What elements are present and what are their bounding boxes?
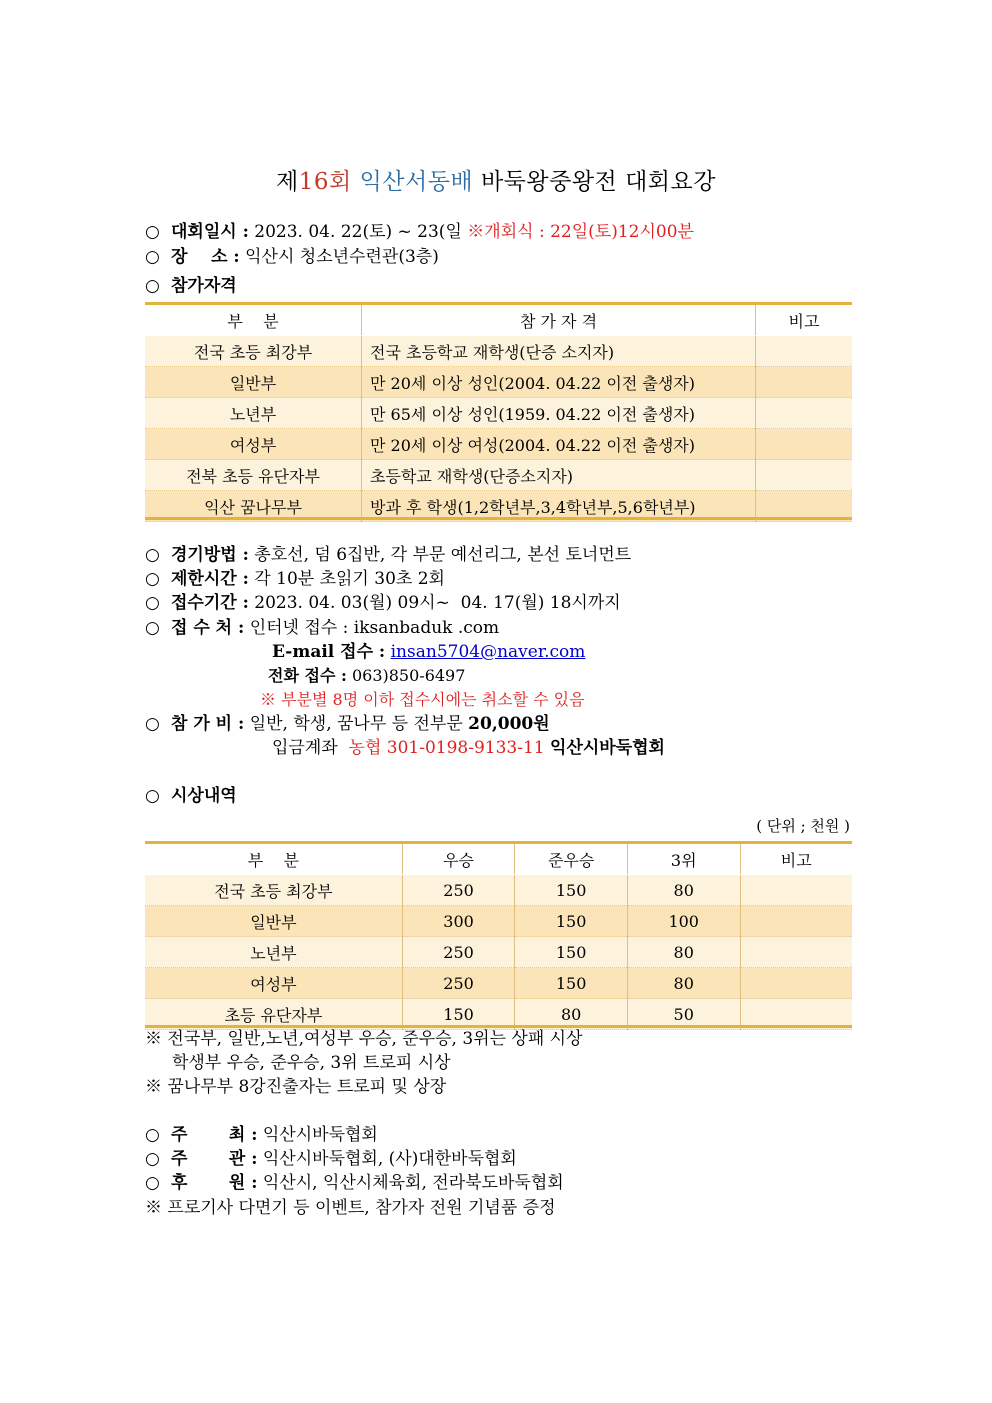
table-row (145, 336, 852, 367)
circle-bullet-icon: ○ (145, 545, 160, 565)
table-header-row (145, 844, 852, 875)
qualification-cell: 방과 후 학생(1,2학년부,3,4학년부,5,6학년부) (362, 491, 756, 522)
place-label: 장 소 : (171, 247, 240, 267)
remarks-cell (740, 937, 852, 968)
phone-line (268, 665, 465, 687)
table-row (145, 367, 852, 398)
title-suffix: 바둑왕중왕전 대회요강 (473, 169, 716, 195)
col-remarks: 비고 (756, 305, 853, 336)
manage-line (145, 1148, 517, 1170)
division-cell: 전국 초등 최강부 (145, 875, 402, 906)
time-line (145, 568, 445, 590)
winner-cell: 250 (402, 968, 515, 999)
circle-bullet-icon: ○ (145, 222, 160, 242)
runner-up-cell: 150 (515, 906, 628, 937)
division-cell: 전북 초등 유단자부 (145, 460, 362, 491)
circle-bullet-icon: ○ (145, 1125, 160, 1145)
division-cell: 노년부 (145, 398, 362, 429)
circle-bullet-icon: ○ (145, 593, 160, 613)
period-label: 접수기간 : (171, 593, 249, 613)
prize-note-1: ※ 전국부, 일반,노년,여성부 우승, 준우승, 3위는 상패 시상 (145, 1029, 583, 1049)
time-label: 제한시간 : (171, 569, 249, 589)
title-space (352, 169, 360, 195)
division-cell: 일반부 (145, 906, 402, 937)
col-qualification: 참 가 자 격 (362, 305, 756, 336)
title-sponsor: 익산서동배 (359, 169, 474, 195)
time-value: 각 10분 초읽기 30초 2회 (254, 569, 445, 589)
host-line (145, 1124, 378, 1146)
prize-note-3: ※ 꿈나무부 8강진출자는 트로피 및 상장 (145, 1077, 447, 1097)
division-cell: 일반부 (145, 367, 362, 398)
prize-note-2: 학생부 우승, 준우승, 3위 트로피 시상 (172, 1053, 451, 1073)
email-link[interactable]: insan5704@naver.com (390, 642, 586, 662)
host-value: 익산시바둑협회 (262, 1125, 378, 1145)
email-label: E-mail 접수 : (272, 642, 386, 662)
support-line (145, 1172, 564, 1194)
circle-bullet-icon: ○ (145, 618, 160, 638)
unit-note: ( 단위 ; 천원 ) (756, 817, 850, 835)
third-cell: 50 (627, 999, 740, 1030)
circle-bullet-icon: ○ (145, 786, 160, 806)
division-cell: 여성부 (145, 968, 402, 999)
third-cell: 80 (627, 937, 740, 968)
period-value: 2023. 04. 03(월) 09시~ 04. 17(월) 18시까지 (254, 593, 621, 613)
third-cell: 100 (627, 906, 740, 937)
reception-line (145, 617, 499, 639)
reception-label: 접 수 처 : (171, 618, 245, 638)
fee-line (145, 713, 550, 735)
account-holder: 익산시바둑협회 (550, 738, 665, 758)
opening-note: ※개회식 : 22일(토)12시00분 (467, 222, 694, 242)
division-cell: 익산 꿈나무부 (145, 491, 362, 522)
table-row (145, 429, 852, 460)
table-row (145, 906, 852, 937)
third-cell: 80 (627, 968, 740, 999)
col-runner-up: 준우승 (515, 844, 628, 875)
title-prefix: 제 (276, 169, 299, 195)
remarks-cell (756, 460, 853, 491)
third-cell: 80 (627, 875, 740, 906)
qualification-label: 참가자격 (171, 276, 237, 296)
winner-cell: 250 (402, 875, 515, 906)
table-row (145, 398, 852, 429)
place-line (145, 246, 439, 268)
remarks-cell (756, 429, 853, 460)
runner-up-cell: 150 (515, 875, 628, 906)
qualification-cell: 만 20세 이상 성인(2004. 04.22 이전 출생자) (362, 367, 756, 398)
email-line (272, 641, 585, 663)
circle-bullet-icon: ○ (145, 714, 160, 734)
circle-bullet-icon: ○ (145, 1173, 160, 1193)
winner-cell: 300 (402, 906, 515, 937)
page-title (0, 163, 992, 196)
date-value: 2023. 04. 22(토) ~ 23(일 (254, 222, 462, 242)
qualification-cell: 전국 초등학교 재학생(단증 소지자) (362, 336, 756, 367)
method-value: 총호선, 덤 6집반, 각 부문 예선리그, 본선 토너먼트 (254, 545, 632, 565)
fee-label: 참 가 비 : (171, 714, 245, 734)
qualification-heading (145, 275, 237, 297)
support-label: 후 원 : (171, 1173, 258, 1193)
manage-value: 익산시바둑협회, (사)대한바둑협회 (262, 1149, 517, 1169)
method-label: 경기방법 : (171, 545, 249, 565)
table-header-row (145, 305, 852, 336)
prize-label: 시상내역 (171, 786, 237, 806)
prize-heading (145, 785, 237, 807)
qual-table-bottom-border (145, 517, 852, 520)
col-division: 부 분 (145, 305, 362, 336)
circle-bullet-icon: ○ (145, 247, 160, 267)
place-value: 익산시 청소년수련관(3층) (245, 247, 439, 267)
table-row (145, 937, 852, 968)
table-row (145, 968, 852, 999)
qualification-cell: 만 20세 이상 여성(2004. 04.22 이전 출생자) (362, 429, 756, 460)
remarks-cell (740, 875, 852, 906)
remarks-cell (740, 906, 852, 937)
col-division: 부 분 (145, 844, 402, 875)
date-label: 대회일시 : (171, 222, 249, 242)
runner-up-cell: 150 (515, 968, 628, 999)
division-cell: 초등 유단자부 (145, 999, 402, 1030)
qualification-table (145, 305, 852, 522)
table-row (145, 460, 852, 491)
cancel-note-text: ※ 부분별 8명 이하 접수시에는 취소할 수 있음 (260, 690, 585, 709)
circle-bullet-icon: ○ (145, 569, 160, 589)
account-label: 입금계좌 (272, 738, 338, 758)
fee-amount: 20,000원 (468, 714, 550, 734)
phone-label: 전화 접수 : (268, 666, 347, 685)
host-label: 주 최 : (171, 1125, 258, 1145)
prize-table (145, 844, 852, 1030)
winner-cell: 150 (402, 999, 515, 1030)
manage-label: 주 관 : (171, 1149, 258, 1169)
division-cell: 여성부 (145, 429, 362, 460)
circle-bullet-icon: ○ (145, 276, 160, 296)
support-value: 익산시, 익산시체육회, 전라북도바둑협회 (262, 1173, 564, 1193)
cancel-note (260, 689, 585, 711)
event-note: ※ 프로기사 다면기 등 이벤트, 참가자 전원 기념품 증정 (145, 1198, 556, 1218)
col-third: 3위 (627, 844, 740, 875)
col-remarks: 비고 (740, 844, 852, 875)
division-cell: 노년부 (145, 937, 402, 968)
remarks-cell (756, 398, 853, 429)
qualification-cell: 초등학교 재학생(단증소지자) (362, 460, 756, 491)
winner-cell: 250 (402, 937, 515, 968)
remarks-cell (740, 968, 852, 999)
account-line (272, 737, 665, 759)
phone-value: 063)850-6497 (351, 666, 466, 685)
fee-value: 일반, 학생, 꿈나무 등 전부문 (249, 714, 469, 734)
date-line (145, 221, 694, 243)
col-winner: 우승 (402, 844, 515, 875)
division-cell: 전국 초등 최강부 (145, 336, 362, 367)
reception-value: 인터넷 접수 : iksanbaduk .com (249, 618, 500, 638)
circle-bullet-icon: ○ (145, 1149, 160, 1169)
remarks-cell (756, 336, 853, 367)
period-line (145, 592, 621, 614)
method-line (145, 544, 631, 566)
remarks-cell (756, 367, 853, 398)
qualification-cell: 만 65세 이상 성인(1959. 04.22 이전 출생자) (362, 398, 756, 429)
table-row (145, 875, 852, 906)
runner-up-cell: 150 (515, 937, 628, 968)
title-edition: 16회 (298, 169, 352, 195)
account-number: 농협 301-0198-9133-11 (348, 738, 545, 758)
runner-up-cell: 80 (515, 999, 628, 1030)
